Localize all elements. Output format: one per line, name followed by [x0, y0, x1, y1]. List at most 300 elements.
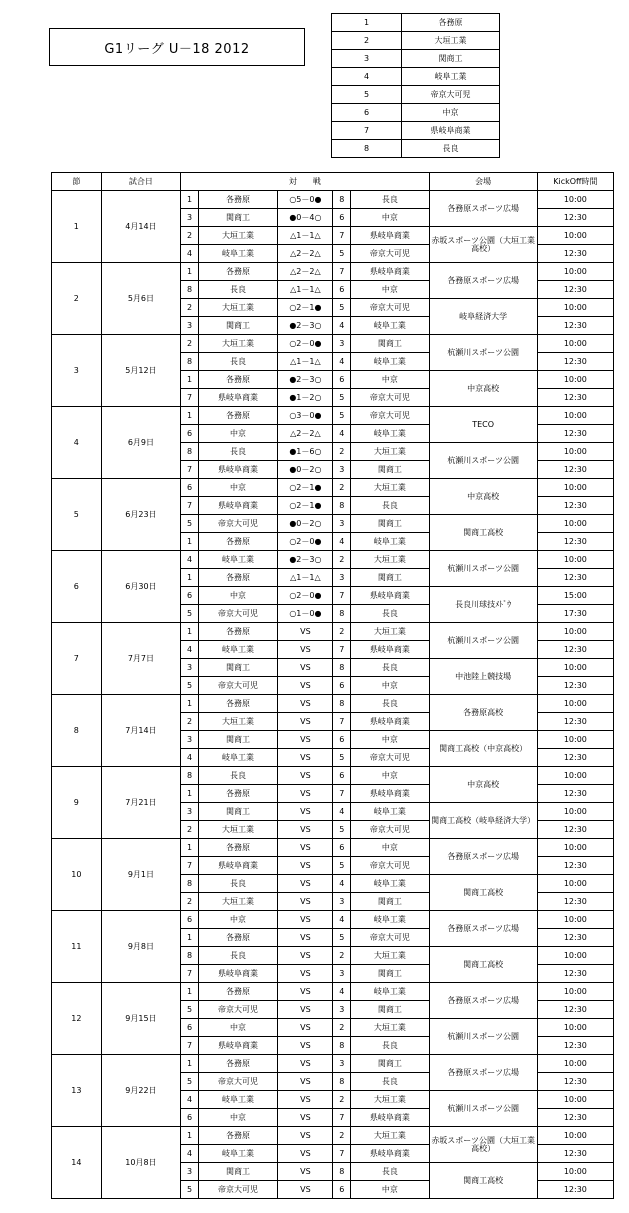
kickoff-time: 10:00 [537, 443, 613, 461]
table-row [52, 479, 614, 497]
match-date: 7月7日 [101, 623, 180, 695]
home-team: 帝京大可児 [198, 677, 277, 695]
home-team: 長良 [198, 281, 277, 299]
home-team-number: 1 [181, 785, 199, 803]
away-team-number: 7 [333, 1145, 351, 1163]
match-result: ○3－0● [278, 407, 333, 425]
match-result: ○5－0● [278, 191, 333, 209]
away-team-number: 4 [333, 911, 351, 929]
kickoff-time: 10:00 [537, 803, 613, 821]
away-team-number: 4 [333, 533, 351, 551]
venue: 各務原スポーツ広場 [429, 191, 537, 227]
away-team: 岐阜工業 [351, 317, 429, 335]
home-team-number: 5 [181, 515, 199, 533]
home-team: 各務原 [198, 623, 277, 641]
away-team: 長良 [351, 1163, 429, 1181]
match-result: VS [278, 731, 333, 749]
venue: 各務原スポーツ広場 [429, 983, 537, 1019]
kickoff-time: 12:30 [537, 713, 613, 731]
venue: 岐阜経済大学 [429, 299, 537, 335]
home-team: 岐阜工業 [198, 245, 277, 263]
round-number: 2 [52, 263, 102, 335]
away-team-number: 4 [333, 317, 351, 335]
home-team-number: 5 [181, 1181, 199, 1199]
match-result: VS [278, 1073, 333, 1091]
away-team-number: 8 [333, 695, 351, 713]
home-team: 岐阜工業 [198, 1091, 277, 1109]
home-team: 帝京大可児 [198, 1181, 277, 1199]
match-date: 9月22日 [101, 1055, 180, 1127]
home-team: 長良 [198, 443, 277, 461]
home-team-number: 5 [181, 1073, 199, 1091]
match-result: VS [278, 1091, 333, 1109]
kickoff-time: 12:30 [537, 209, 613, 227]
away-team: 県岐阜商業 [351, 263, 429, 281]
round-number: 12 [52, 983, 102, 1055]
home-team: 関商工 [198, 803, 277, 821]
home-team-number: 4 [181, 245, 199, 263]
header-date: 試合日 [101, 173, 180, 191]
home-team-number: 6 [181, 1019, 199, 1037]
away-team-number: 5 [333, 407, 351, 425]
away-team: 中京 [351, 281, 429, 299]
home-team-number: 3 [181, 1163, 199, 1181]
kickoff-time: 10:00 [537, 335, 613, 353]
round-number: 14 [52, 1127, 102, 1199]
kickoff-time: 10:00 [537, 227, 613, 245]
home-team-number: 2 [181, 227, 199, 245]
home-team-number: 1 [181, 371, 199, 389]
header-kickoff: KickOff時間 [537, 173, 613, 191]
match-date: 4月14日 [101, 191, 180, 263]
table-row [52, 911, 614, 929]
home-team-number: 4 [181, 749, 199, 767]
venue: 杭瀬川スポーツ公園 [429, 335, 537, 371]
away-team-number: 2 [333, 1091, 351, 1109]
away-team-number: 5 [333, 389, 351, 407]
home-team-number: 8 [181, 281, 199, 299]
legend-team-name: 大垣工業 [402, 32, 500, 50]
kickoff-time: 10:00 [537, 695, 613, 713]
match-result: ●2－3○ [278, 317, 333, 335]
away-team: 中京 [351, 371, 429, 389]
kickoff-time: 10:00 [537, 1019, 613, 1037]
kickoff-time: 10:00 [537, 659, 613, 677]
match-result: ●1－6○ [278, 443, 333, 461]
match-date: 7月21日 [101, 767, 180, 839]
schedule-header-row [52, 173, 614, 191]
home-team: 中京 [198, 911, 277, 929]
home-team: 帝京大可児 [198, 515, 277, 533]
kickoff-time: 12:30 [537, 857, 613, 875]
venue: 各務原高校 [429, 695, 537, 731]
away-team-number: 3 [333, 1055, 351, 1073]
header-match: 対 戦 [181, 173, 429, 191]
away-team-number: 7 [333, 641, 351, 659]
away-team: 岐阜工業 [351, 875, 429, 893]
away-team-number: 3 [333, 569, 351, 587]
away-team-number: 3 [333, 893, 351, 911]
venue: 杭瀬川スポーツ公園 [429, 551, 537, 587]
home-team-number: 7 [181, 497, 199, 515]
kickoff-time: 10:00 [537, 767, 613, 785]
home-team-number: 7 [181, 389, 199, 407]
venue: 杭瀬川スポーツ公園 [429, 623, 537, 659]
match-result: ●0－2○ [278, 515, 333, 533]
home-team: 各務原 [198, 533, 277, 551]
round-number: 1 [52, 191, 102, 263]
away-team-number: 3 [333, 461, 351, 479]
kickoff-time: 10:00 [537, 479, 613, 497]
match-result: ●2－3○ [278, 551, 333, 569]
team-legend-table [331, 13, 500, 158]
away-team-number: 2 [333, 623, 351, 641]
away-team: 中京 [351, 677, 429, 695]
away-team: 帝京大可児 [351, 821, 429, 839]
home-team-number: 7 [181, 857, 199, 875]
legend-team-number: 3 [332, 50, 402, 68]
home-team-number: 4 [181, 1145, 199, 1163]
away-team: 長良 [351, 191, 429, 209]
kickoff-time: 12:30 [537, 1145, 613, 1163]
home-team-number: 6 [181, 911, 199, 929]
away-team: 長良 [351, 1073, 429, 1091]
home-team-number: 4 [181, 551, 199, 569]
home-team: 県岐阜商業 [198, 461, 277, 479]
away-team-number: 4 [333, 353, 351, 371]
away-team-number: 5 [333, 245, 351, 263]
away-team-number: 6 [333, 677, 351, 695]
away-team: 関商工 [351, 461, 429, 479]
home-team-number: 2 [181, 821, 199, 839]
home-team-number: 4 [181, 1091, 199, 1109]
legend-row [332, 32, 500, 50]
away-team: 中京 [351, 767, 429, 785]
away-team-number: 2 [333, 1019, 351, 1037]
kickoff-time: 10:00 [537, 623, 613, 641]
home-team: 帝京大可児 [198, 605, 277, 623]
away-team: 帝京大可児 [351, 407, 429, 425]
away-team-number: 8 [333, 191, 351, 209]
kickoff-time: 12:30 [537, 425, 613, 443]
away-team: 長良 [351, 497, 429, 515]
venue: 各務原スポーツ広場 [429, 839, 537, 875]
away-team-number: 6 [333, 731, 351, 749]
match-result: VS [278, 1163, 333, 1181]
away-team-number: 6 [333, 767, 351, 785]
home-team: 各務原 [198, 263, 277, 281]
home-team-number: 1 [181, 191, 199, 209]
table-row [52, 263, 614, 281]
table-row [52, 695, 614, 713]
match-result: ○2－0● [278, 587, 333, 605]
home-team-number: 1 [181, 569, 199, 587]
match-result: VS [278, 1037, 333, 1055]
match-result: ○2－0● [278, 533, 333, 551]
home-team-number: 3 [181, 659, 199, 677]
match-result: ●0－2○ [278, 461, 333, 479]
venue: 関商工高校（中京高校） [429, 731, 537, 767]
kickoff-time: 12:30 [537, 1109, 613, 1127]
kickoff-time: 12:30 [537, 1073, 613, 1091]
home-team-number: 2 [181, 893, 199, 911]
match-result: VS [278, 767, 333, 785]
venue: TECO [429, 407, 537, 443]
match-result: ○2－0● [278, 335, 333, 353]
away-team-number: 8 [333, 497, 351, 515]
legend-team-number: 1 [332, 14, 402, 32]
match-date: 6月30日 [101, 551, 180, 623]
home-team: 岐阜工業 [198, 551, 277, 569]
away-team: 長良 [351, 1037, 429, 1055]
venue: 中京高校 [429, 371, 537, 407]
home-team-number: 1 [181, 929, 199, 947]
kickoff-time: 10:00 [537, 1127, 613, 1145]
kickoff-time: 12:30 [537, 497, 613, 515]
match-result: VS [278, 695, 333, 713]
away-team: 帝京大可児 [351, 929, 429, 947]
away-team-number: 2 [333, 443, 351, 461]
home-team-number: 2 [181, 299, 199, 317]
kickoff-time: 12:30 [537, 533, 613, 551]
match-date: 9月1日 [101, 839, 180, 911]
away-team: 県岐阜商業 [351, 587, 429, 605]
away-team-number: 7 [333, 785, 351, 803]
legend-row [332, 14, 500, 32]
home-team: 大垣工業 [198, 893, 277, 911]
venue: 関商工高校（岐阜経済大学） [429, 803, 537, 839]
home-team: 各務原 [198, 1055, 277, 1073]
table-row [52, 767, 614, 785]
home-team-number: 8 [181, 353, 199, 371]
round-number: 13 [52, 1055, 102, 1127]
match-result: ●1－2○ [278, 389, 333, 407]
match-result: VS [278, 857, 333, 875]
kickoff-time: 10:00 [537, 1163, 613, 1181]
table-row [52, 407, 614, 425]
table-row [52, 983, 614, 1001]
home-team: 県岐阜商業 [198, 1037, 277, 1055]
home-team: 長良 [198, 875, 277, 893]
venue: 杭瀬川スポーツ公園 [429, 443, 537, 479]
venue: 長良川球技ﾒﾄﾞｳ [429, 587, 537, 623]
home-team: 関商工 [198, 317, 277, 335]
home-team: 帝京大可児 [198, 1001, 277, 1019]
away-team: 中京 [351, 839, 429, 857]
kickoff-time: 10:00 [537, 839, 613, 857]
match-result: VS [278, 749, 333, 767]
match-result: △2－2△ [278, 245, 333, 263]
home-team: 関商工 [198, 731, 277, 749]
kickoff-time: 10:00 [537, 947, 613, 965]
home-team: 各務原 [198, 191, 277, 209]
home-team-number: 5 [181, 1001, 199, 1019]
away-team: 大垣工業 [351, 443, 429, 461]
kickoff-time: 12:30 [537, 353, 613, 371]
away-team-number: 7 [333, 1109, 351, 1127]
away-team-number: 3 [333, 335, 351, 353]
away-team: 関商工 [351, 515, 429, 533]
away-team: 帝京大可児 [351, 857, 429, 875]
home-team: 大垣工業 [198, 713, 277, 731]
match-result: VS [278, 1001, 333, 1019]
kickoff-time: 10:00 [537, 407, 613, 425]
away-team: 長良 [351, 659, 429, 677]
home-team-number: 1 [181, 1055, 199, 1073]
match-result: ○2－1● [278, 479, 333, 497]
home-team-number: 2 [181, 713, 199, 731]
legend-team-name: 関商工 [402, 50, 500, 68]
home-team-number: 1 [181, 983, 199, 1001]
away-team: 大垣工業 [351, 1019, 429, 1037]
kickoff-time: 17:30 [537, 605, 613, 623]
away-team: 岐阜工業 [351, 353, 429, 371]
away-team-number: 7 [333, 263, 351, 281]
home-team-number: 7 [181, 1037, 199, 1055]
home-team: 大垣工業 [198, 227, 277, 245]
round-number: 10 [52, 839, 102, 911]
away-team: 長良 [351, 695, 429, 713]
match-result: VS [278, 1055, 333, 1073]
away-team-number: 8 [333, 659, 351, 677]
schedule-table [51, 172, 614, 1199]
away-team: 県岐阜商業 [351, 227, 429, 245]
match-result: VS [278, 1181, 333, 1199]
away-team: 岐阜工業 [351, 911, 429, 929]
away-team-number: 3 [333, 515, 351, 533]
away-team: 関商工 [351, 893, 429, 911]
home-team: 県岐阜商業 [198, 497, 277, 515]
round-number: 9 [52, 767, 102, 839]
home-team: 各務原 [198, 929, 277, 947]
match-result: VS [278, 1145, 333, 1163]
page-title: G1リーグ U－18 2012 [49, 28, 305, 66]
team-legend-body [332, 14, 500, 158]
away-team-number: 3 [333, 965, 351, 983]
kickoff-time: 10:00 [537, 191, 613, 209]
home-team-number: 1 [181, 695, 199, 713]
home-team: 各務原 [198, 569, 277, 587]
match-result: △2－2△ [278, 425, 333, 443]
legend-row [332, 104, 500, 122]
match-result: △1－1△ [278, 353, 333, 371]
match-result: VS [278, 839, 333, 857]
match-result: VS [278, 659, 333, 677]
home-team-number: 7 [181, 461, 199, 479]
home-team: 各務原 [198, 983, 277, 1001]
away-team: 大垣工業 [351, 551, 429, 569]
kickoff-time: 12:30 [537, 389, 613, 407]
home-team-number: 8 [181, 443, 199, 461]
home-team: 各務原 [198, 371, 277, 389]
away-team: 大垣工業 [351, 623, 429, 641]
home-team-number: 3 [181, 731, 199, 749]
match-date: 10月8日 [101, 1127, 180, 1199]
kickoff-time: 10:00 [537, 263, 613, 281]
kickoff-time: 10:00 [537, 731, 613, 749]
home-team: 長良 [198, 767, 277, 785]
away-team: 関商工 [351, 335, 429, 353]
venue: 関商工高校 [429, 515, 537, 551]
away-team: 中京 [351, 731, 429, 749]
match-date: 9月8日 [101, 911, 180, 983]
home-team: 県岐阜商業 [198, 857, 277, 875]
away-team-number: 2 [333, 947, 351, 965]
round-number: 4 [52, 407, 102, 479]
table-row [52, 335, 614, 353]
table-row [52, 551, 614, 569]
venue: 杭瀬川スポーツ公園 [429, 1091, 537, 1127]
away-team: 長良 [351, 605, 429, 623]
home-team-number: 1 [181, 1127, 199, 1145]
away-team-number: 2 [333, 479, 351, 497]
kickoff-time: 12:30 [537, 929, 613, 947]
venue: 赤坂スポーツ公園（大垣工業高校） [429, 1127, 537, 1163]
venue: 中京高校 [429, 479, 537, 515]
home-team: 帝京大可児 [198, 1073, 277, 1091]
home-team: 関商工 [198, 1163, 277, 1181]
match-result: VS [278, 947, 333, 965]
kickoff-time: 12:30 [537, 965, 613, 983]
venue: 関商工高校 [429, 1163, 537, 1199]
home-team-number: 3 [181, 209, 199, 227]
table-row [52, 1127, 614, 1145]
away-team: 中京 [351, 1181, 429, 1199]
home-team: 岐阜工業 [198, 1145, 277, 1163]
kickoff-time: 10:00 [537, 1091, 613, 1109]
away-team-number: 5 [333, 749, 351, 767]
away-team-number: 4 [333, 425, 351, 443]
legend-team-name: 県岐阜商業 [402, 122, 500, 140]
away-team-number: 5 [333, 857, 351, 875]
home-team-number: 7 [181, 965, 199, 983]
home-team-number: 1 [181, 407, 199, 425]
kickoff-time: 10:00 [537, 875, 613, 893]
home-team-number: 5 [181, 605, 199, 623]
home-team-number: 1 [181, 263, 199, 281]
away-team: 帝京大可児 [351, 245, 429, 263]
kickoff-time: 12:30 [537, 317, 613, 335]
kickoff-time: 10:00 [537, 515, 613, 533]
away-team-number: 7 [333, 587, 351, 605]
home-team-number: 6 [181, 1109, 199, 1127]
away-team-number: 2 [333, 551, 351, 569]
legend-team-number: 7 [332, 122, 402, 140]
home-team-number: 1 [181, 533, 199, 551]
legend-team-name: 中京 [402, 104, 500, 122]
match-result: ○1－0● [278, 605, 333, 623]
kickoff-time: 12:30 [537, 1181, 613, 1199]
home-team-number: 1 [181, 839, 199, 857]
match-result: VS [278, 893, 333, 911]
away-team-number: 4 [333, 803, 351, 821]
home-team-number: 2 [181, 335, 199, 353]
table-row [52, 1055, 614, 1073]
home-team: 中京 [198, 587, 277, 605]
legend-team-name: 各務原 [402, 14, 500, 32]
match-date: 9月15日 [101, 983, 180, 1055]
match-date: 6月9日 [101, 407, 180, 479]
home-team: 関商工 [198, 659, 277, 677]
kickoff-time: 12:30 [537, 1001, 613, 1019]
away-team: 関商工 [351, 569, 429, 587]
match-result: VS [278, 965, 333, 983]
home-team: 各務原 [198, 407, 277, 425]
away-team-number: 5 [333, 929, 351, 947]
header-round: 節 [52, 173, 102, 191]
venue: 各務原スポーツ広場 [429, 1055, 537, 1091]
match-result: VS [278, 983, 333, 1001]
